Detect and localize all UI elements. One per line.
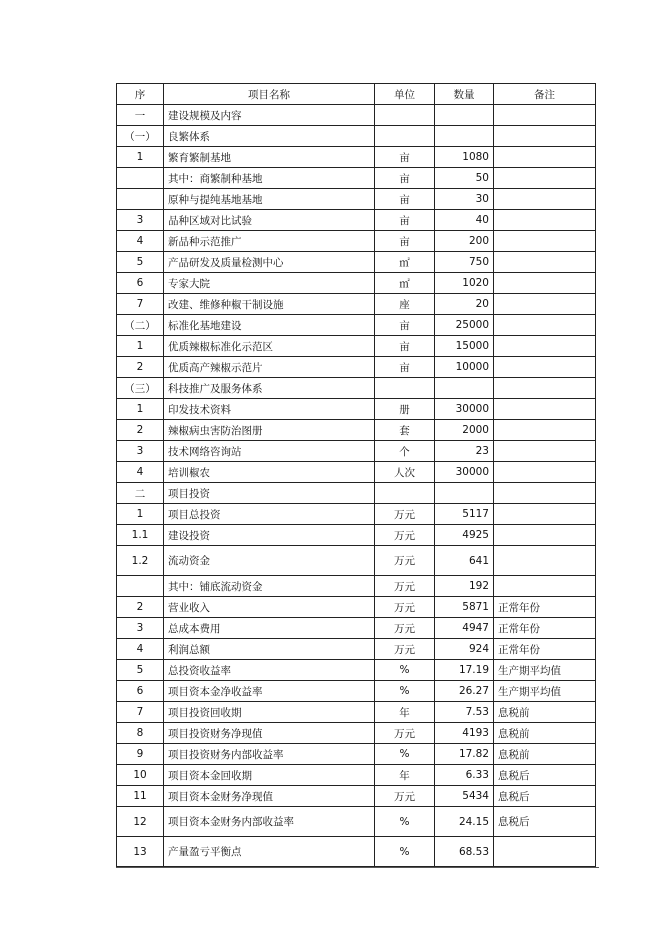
cell-no: 1 xyxy=(117,336,164,357)
cell-no: 9 xyxy=(117,744,164,765)
cell-no: 3 xyxy=(117,618,164,639)
cell-qty xyxy=(435,126,494,147)
cell-no: 4 xyxy=(117,462,164,483)
cell-unit: 册 xyxy=(375,399,435,420)
cell-qty: 40 xyxy=(435,210,494,231)
cell-name: 品种区域对比试验 xyxy=(164,210,375,231)
cell-note: 息税后 xyxy=(494,807,596,837)
cell-name: 项目资本金财务净现值 xyxy=(164,786,375,807)
cell-no xyxy=(117,189,164,210)
cell-note xyxy=(494,294,596,315)
table-row xyxy=(117,294,596,315)
cell-unit: ㎡ xyxy=(375,252,435,273)
cell-name: 优质辣椒标准化示范区 xyxy=(164,336,375,357)
cell-name: 建设规模及内容 xyxy=(164,105,375,126)
cell-unit xyxy=(375,126,435,147)
cell-no: （一） xyxy=(117,126,164,147)
cell-note xyxy=(494,441,596,462)
cell-note xyxy=(494,210,596,231)
cell-note: 正常年份 xyxy=(494,639,596,660)
cell-name: 优质高产辣椒示范片 xyxy=(164,357,375,378)
cell-name: 建设投资 xyxy=(164,525,375,546)
cell-no: （二） xyxy=(117,315,164,336)
cell-unit: % xyxy=(375,744,435,765)
cell-note xyxy=(494,546,596,576)
cell-note: 生产期平均值 xyxy=(494,660,596,681)
cell-no: 5 xyxy=(117,252,164,273)
cell-note xyxy=(494,483,596,504)
cell-name: 项目资本金财务内部收益率 xyxy=(164,807,375,837)
cell-no: 1 xyxy=(117,504,164,525)
cell-note xyxy=(494,504,596,525)
cell-note: 息税后 xyxy=(494,765,596,786)
cell-name: 良繁体系 xyxy=(164,126,375,147)
cell-qty: 23 xyxy=(435,441,494,462)
cell-qty: 50 xyxy=(435,168,494,189)
table-row xyxy=(117,378,596,399)
table-row xyxy=(117,252,596,273)
cell-unit: 万元 xyxy=(375,723,435,744)
cell-no: 5 xyxy=(117,660,164,681)
cell-note xyxy=(494,231,596,252)
cell-qty: 24.15 xyxy=(435,807,494,837)
cell-name: 总投资收益率 xyxy=(164,660,375,681)
cell-qty: 4925 xyxy=(435,525,494,546)
table-row xyxy=(117,231,596,252)
cell-unit: 人次 xyxy=(375,462,435,483)
cell-no xyxy=(117,168,164,189)
table-row xyxy=(117,420,596,441)
table-row xyxy=(117,357,596,378)
cell-qty: 30 xyxy=(435,189,494,210)
cell-note xyxy=(494,189,596,210)
cell-note: 息税前 xyxy=(494,702,596,723)
table-row xyxy=(117,336,596,357)
table-row xyxy=(117,441,596,462)
cell-unit: 万元 xyxy=(375,618,435,639)
cell-no: 8 xyxy=(117,723,164,744)
cell-name: 标准化基地建设 xyxy=(164,315,375,336)
cell-name: 改建、维修种椒干制设施 xyxy=(164,294,375,315)
cell-no: 13 xyxy=(117,837,164,867)
cell-unit: 亩 xyxy=(375,168,435,189)
cell-no xyxy=(117,576,164,597)
cell-qty: 10000 xyxy=(435,357,494,378)
cell-unit: 万元 xyxy=(375,525,435,546)
cell-no: 12 xyxy=(117,807,164,837)
cell-qty: 17.82 xyxy=(435,744,494,765)
cell-no: 1 xyxy=(117,399,164,420)
cell-qty: 4947 xyxy=(435,618,494,639)
project-indicator-table xyxy=(116,83,596,867)
cell-name: 项目投资 xyxy=(164,483,375,504)
cell-no: 1.1 xyxy=(117,525,164,546)
cell-note: 生产期平均值 xyxy=(494,681,596,702)
header-unit: 单位 xyxy=(375,84,435,105)
header-note: 备注 xyxy=(494,84,596,105)
cell-qty: 15000 xyxy=(435,336,494,357)
cell-note: 息税前 xyxy=(494,723,596,744)
cell-no: 4 xyxy=(117,639,164,660)
cell-note: 正常年份 xyxy=(494,597,596,618)
cell-note xyxy=(494,315,596,336)
cell-qty: 750 xyxy=(435,252,494,273)
cell-no: 4 xyxy=(117,231,164,252)
cell-no: （三） xyxy=(117,378,164,399)
cell-name: 繁育繁制基地 xyxy=(164,147,375,168)
cell-name: 营业收入 xyxy=(164,597,375,618)
cell-qty: 68.53 xyxy=(435,837,494,867)
table-row xyxy=(117,837,596,867)
cell-unit: 万元 xyxy=(375,504,435,525)
header-no: 序 xyxy=(117,84,164,105)
cell-qty: 30000 xyxy=(435,462,494,483)
cell-qty: 17.19 xyxy=(435,660,494,681)
cell-unit: ㎡ xyxy=(375,273,435,294)
cell-name: 项目资本金回收期 xyxy=(164,765,375,786)
table-row xyxy=(117,702,596,723)
cell-unit: 座 xyxy=(375,294,435,315)
cell-note xyxy=(494,105,596,126)
header-qty: 数量 xyxy=(435,84,494,105)
table-row xyxy=(117,105,596,126)
cell-note: 息税前 xyxy=(494,744,596,765)
cell-unit: % xyxy=(375,681,435,702)
cell-qty: 20 xyxy=(435,294,494,315)
footer-divider xyxy=(116,867,599,868)
table-row xyxy=(117,189,596,210)
cell-name: 产量盈亏平衡点 xyxy=(164,837,375,867)
cell-name: 技术网络咨询站 xyxy=(164,441,375,462)
cell-unit: 万元 xyxy=(375,786,435,807)
cell-qty: 5871 xyxy=(435,597,494,618)
table-row xyxy=(117,786,596,807)
cell-no: 6 xyxy=(117,273,164,294)
cell-qty: 192 xyxy=(435,576,494,597)
cell-qty xyxy=(435,105,494,126)
cell-name: 项目投资财务内部收益率 xyxy=(164,744,375,765)
cell-name: 项目资本金净收益率 xyxy=(164,681,375,702)
table-row xyxy=(117,765,596,786)
cell-no: 2 xyxy=(117,597,164,618)
table-row xyxy=(117,681,596,702)
table-row xyxy=(117,168,596,189)
cell-no: 3 xyxy=(117,210,164,231)
cell-no: 11 xyxy=(117,786,164,807)
cell-qty: 7.53 xyxy=(435,702,494,723)
cell-no: 6 xyxy=(117,681,164,702)
cell-no: 二 xyxy=(117,483,164,504)
cell-unit: 亩 xyxy=(375,189,435,210)
cell-unit: % xyxy=(375,807,435,837)
cell-qty: 26.27 xyxy=(435,681,494,702)
table-row xyxy=(117,126,596,147)
cell-unit: 万元 xyxy=(375,639,435,660)
cell-unit: % xyxy=(375,837,435,867)
table-row xyxy=(117,483,596,504)
cell-name: 其中：铺底流动资金 xyxy=(164,576,375,597)
cell-no: 7 xyxy=(117,294,164,315)
cell-name: 利润总额 xyxy=(164,639,375,660)
cell-unit: 年 xyxy=(375,702,435,723)
cell-note xyxy=(494,147,596,168)
cell-unit: 万元 xyxy=(375,597,435,618)
cell-no: 1.2 xyxy=(117,546,164,576)
cell-note xyxy=(494,252,596,273)
cell-note xyxy=(494,576,596,597)
table-row xyxy=(117,597,596,618)
header-name: 项目名称 xyxy=(164,84,375,105)
cell-unit xyxy=(375,105,435,126)
cell-qty: 1080 xyxy=(435,147,494,168)
cell-qty xyxy=(435,483,494,504)
cell-note: 息税后 xyxy=(494,786,596,807)
cell-qty: 6.33 xyxy=(435,765,494,786)
cell-no: 10 xyxy=(117,765,164,786)
cell-qty: 1020 xyxy=(435,273,494,294)
table-row xyxy=(117,744,596,765)
cell-no: 2 xyxy=(117,420,164,441)
cell-unit: 万元 xyxy=(375,546,435,576)
table-row xyxy=(117,546,596,576)
table-row xyxy=(117,273,596,294)
cell-name: 专家大院 xyxy=(164,273,375,294)
cell-name: 辣椒病虫害防治图册 xyxy=(164,420,375,441)
cell-name: 新品种示范推广 xyxy=(164,231,375,252)
cell-no: 2 xyxy=(117,357,164,378)
table-row xyxy=(117,639,596,660)
cell-note xyxy=(494,399,596,420)
cell-unit xyxy=(375,378,435,399)
cell-no: 7 xyxy=(117,702,164,723)
cell-unit: 亩 xyxy=(375,231,435,252)
table-header-row xyxy=(117,84,596,105)
cell-qty: 641 xyxy=(435,546,494,576)
cell-unit: 亩 xyxy=(375,315,435,336)
cell-name: 产品研发及质量检测中心 xyxy=(164,252,375,273)
table-row xyxy=(117,504,596,525)
cell-note xyxy=(494,168,596,189)
cell-unit xyxy=(375,483,435,504)
cell-name: 项目投资财务净现值 xyxy=(164,723,375,744)
table-row xyxy=(117,210,596,231)
cell-qty: 2000 xyxy=(435,420,494,441)
cell-name: 总成本费用 xyxy=(164,618,375,639)
cell-note xyxy=(494,378,596,399)
table-row xyxy=(117,576,596,597)
cell-unit: 个 xyxy=(375,441,435,462)
cell-note: 正常年份 xyxy=(494,618,596,639)
cell-note xyxy=(494,357,596,378)
cell-name: 其中：商繁制种基地 xyxy=(164,168,375,189)
cell-name: 原种与提纯基地基地 xyxy=(164,189,375,210)
table-row xyxy=(117,462,596,483)
cell-unit: % xyxy=(375,660,435,681)
table-body xyxy=(117,105,596,867)
cell-name: 项目投资回收期 xyxy=(164,702,375,723)
cell-qty: 5117 xyxy=(435,504,494,525)
cell-qty: 200 xyxy=(435,231,494,252)
table-row xyxy=(117,315,596,336)
cell-no: 一 xyxy=(117,105,164,126)
cell-unit: 套 xyxy=(375,420,435,441)
cell-note xyxy=(494,420,596,441)
table-row xyxy=(117,660,596,681)
cell-qty: 25000 xyxy=(435,315,494,336)
table-row xyxy=(117,807,596,837)
cell-name: 科技推广及服务体系 xyxy=(164,378,375,399)
table-row xyxy=(117,399,596,420)
cell-name: 项目总投资 xyxy=(164,504,375,525)
cell-unit: 亩 xyxy=(375,357,435,378)
cell-unit: 亩 xyxy=(375,336,435,357)
cell-note xyxy=(494,336,596,357)
cell-name: 流动资金 xyxy=(164,546,375,576)
table-row xyxy=(117,723,596,744)
cell-unit: 亩 xyxy=(375,147,435,168)
cell-note xyxy=(494,525,596,546)
cell-note xyxy=(494,126,596,147)
cell-qty: 4193 xyxy=(435,723,494,744)
cell-note xyxy=(494,837,596,867)
cell-qty: 924 xyxy=(435,639,494,660)
cell-no: 1 xyxy=(117,147,164,168)
cell-no: 3 xyxy=(117,441,164,462)
cell-name: 培训椒农 xyxy=(164,462,375,483)
cell-qty xyxy=(435,378,494,399)
cell-qty: 30000 xyxy=(435,399,494,420)
cell-unit: 年 xyxy=(375,765,435,786)
cell-unit: 亩 xyxy=(375,210,435,231)
table-row xyxy=(117,525,596,546)
cell-name: 印发技术资料 xyxy=(164,399,375,420)
cell-note xyxy=(494,462,596,483)
cell-note xyxy=(494,273,596,294)
table-row xyxy=(117,147,596,168)
cell-qty: 5434 xyxy=(435,786,494,807)
cell-unit: 万元 xyxy=(375,576,435,597)
table-row xyxy=(117,618,596,639)
